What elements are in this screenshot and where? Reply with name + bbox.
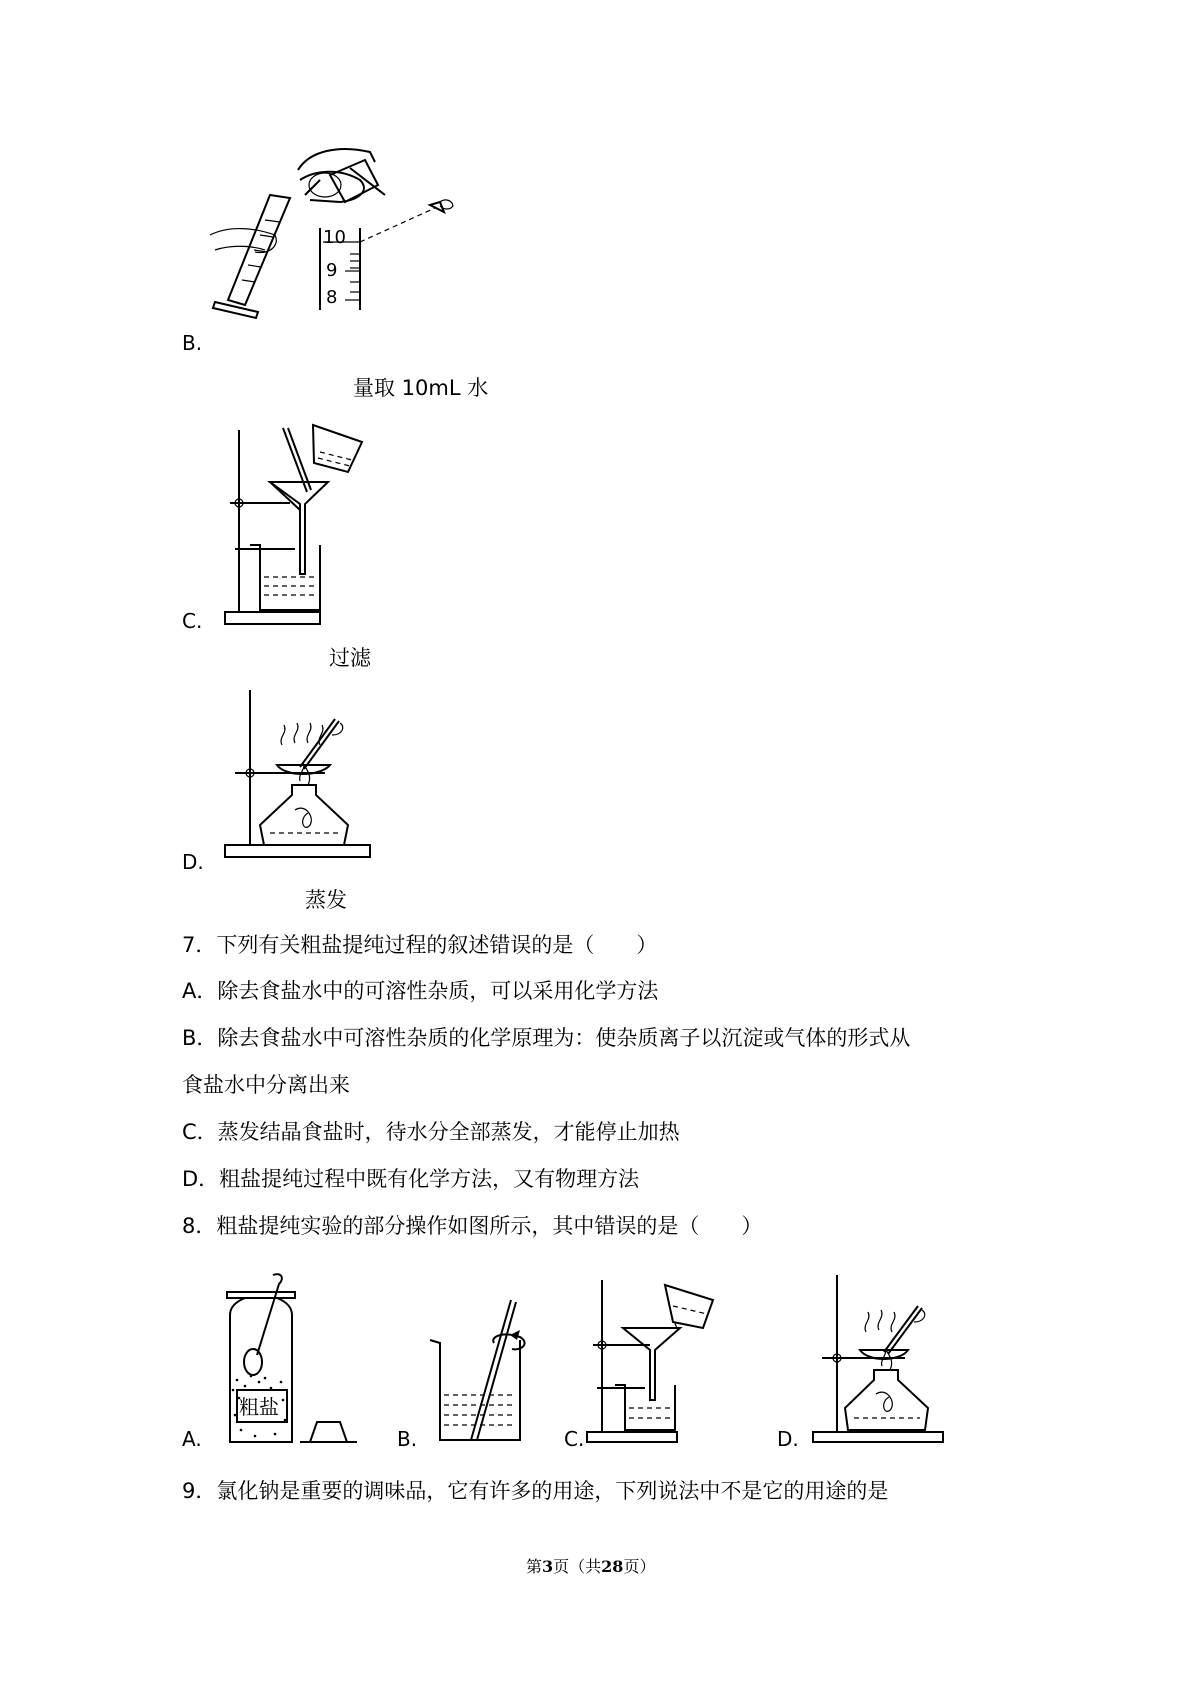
caption-filter: 过滤 (329, 646, 371, 670)
question-8-stem: 8．粗盐提纯实验的部分操作如图所示，其中错误的是（ ） (182, 1214, 763, 1238)
option-letter-d: D. (182, 850, 204, 874)
q8-option-b: B. (397, 1427, 418, 1451)
scale-label-10: 10 (323, 227, 346, 248)
jar-label: 粗盐 (239, 1395, 279, 1419)
scale-label-8: 8 (326, 287, 338, 308)
evaporation-illustration (220, 685, 380, 865)
q8-figure-c-filter (585, 1270, 745, 1450)
question-9-stem: 9．氯化钠是重要的调味品，它有许多的用途，下列说法中不是它的用途的是 (182, 1479, 889, 1503)
page-footer (526, 1554, 655, 1577)
q8-option-d: D. (777, 1427, 799, 1451)
footer-suffix: 页） (623, 1557, 656, 1576)
footer-prefix: 第 (526, 1557, 543, 1576)
filtration-illustration (220, 420, 380, 630)
question-7-option-d: D．粗盐提纯过程中既有化学方法，又有物理方法 (182, 1167, 640, 1191)
question-7-option-b-cont: 食盐水中分离出来 (182, 1073, 350, 1097)
scale-label-9: 9 (326, 260, 338, 281)
footer-page-number: 3 (542, 1557, 554, 1576)
footer-mid: 页（共 (553, 1557, 602, 1576)
q8-figure-d-evaporate (810, 1270, 960, 1450)
caption-evaporate: 蒸发 (305, 888, 347, 912)
question-7-option-a: A．除去食盐水中的可溶性杂质，可以采用化学方法 (182, 979, 659, 1003)
question-7-option-b: B．除去食盐水中可溶性杂质的化学原理为：使杂质离子以沉淀或气体的形式从 (182, 1026, 911, 1050)
measuring-cylinder-illustration (200, 140, 500, 340)
question-7-option-c: C．蒸发结晶食盐时，待水分全部蒸发，才能停止加热 (182, 1120, 680, 1144)
q8-figure-a-jar (215, 1270, 365, 1450)
caption-measure-water: 量取 10mL 水 (353, 376, 489, 400)
option-letter-b: B. (182, 331, 203, 355)
question-7-stem: 7．下列有关粗盐提纯过程的叙述错误的是（ ） (182, 933, 658, 957)
q8-option-a: A. (182, 1427, 202, 1451)
q8-option-c: C. (564, 1427, 585, 1451)
q8-figure-b-beaker (430, 1295, 550, 1445)
footer-total-pages: 28 (601, 1557, 624, 1576)
option-letter-c: C. (182, 609, 203, 633)
